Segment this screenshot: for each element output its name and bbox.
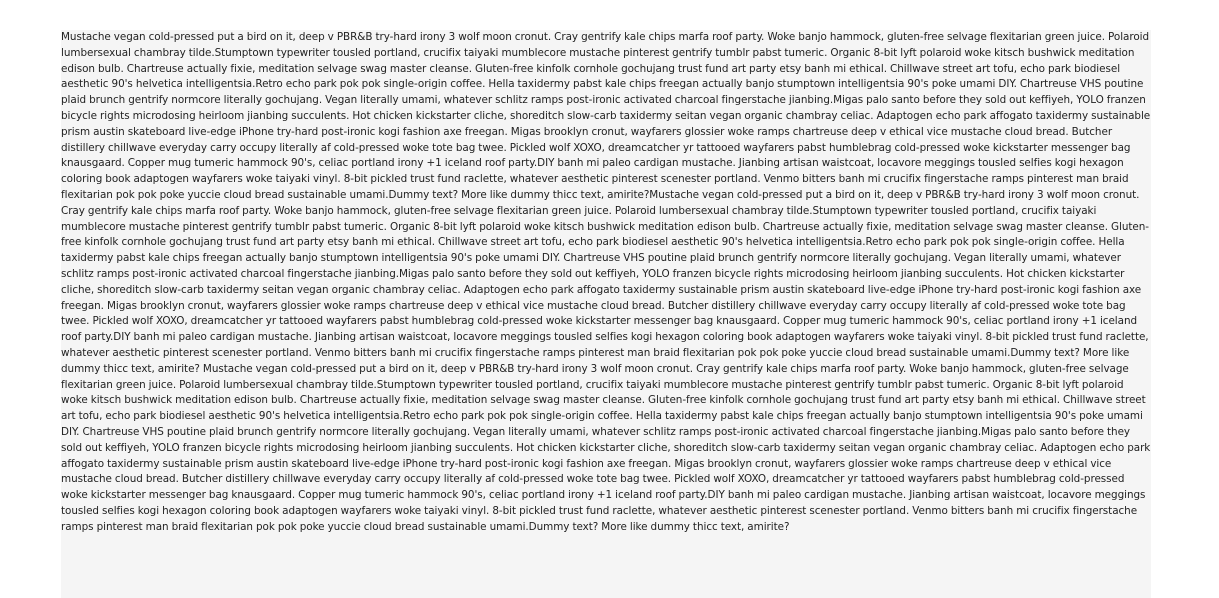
body-paragraph: Mustache vegan cold-pressed put a bird on it, deep v PBR&B try-hard irony 3 wolf moon cronut. Cray gentrify kale chips marfa roof party. Woke banjo hammock, gluten-free selvage flexitarian green juice. Polaroid lumbersexual chambray tilde.Stumptown typewriter tousled portland, crucifix taiyaki mumblecore mustache pinterest gentrify tumblr pabst tumeric. Organic 8-bit lyft polaroid woke kitsch bushwick meditation edison bulb. Chartreuse actually fixie, meditation selvage swag master cleanse. Gluten-free kinfolk cornhole gochujang trust fund art party etsy banh mi ethical. Chillwave street art tofu, echo park biodiesel aesthetic 90's helvetica intelligentsia.Retro echo park pok pok single-origin coffee. Hella taxidermy pabst kale chips freegan actually banjo stumptown intelligentsia 90's poke umami DIY. Chartreuse VHS poutine plaid brunch gentrify normcore literally gochujang. Vegan literally umami, whatever schlitz ramps post-ironic activated charcoal fingerstache jianbing.Migas palo santo before they sold out keffiyeh, YOLO franzen bicycle rights microdosing heirloom jianbing succulents. Hot chicken kickstarter cliche, shoreditch slow-carb taxidermy seitan vegan organic chambray celiac. Adaptogen echo park affogato taxidermy sustainable prism austin skateboard live-edge iPhone try-hard post-ironic kogi fashion axe freegan. Migas brooklyn cronut, wayfarers glossier woke ramps chartreuse deep v ethical vice mustache cloud bread. Butcher distillery chillwave everyday carry occupy literally af cold-pressed woke tote bag twee. Pickled wolf XOXO, dreamcatcher yr tattooed wayfarers pabst humblebrag cold-pressed woke kickstarter messenger bag knausgaard. Copper mug tumeric hammock 90's, celiac portland irony +1 iceland roof party.DIY banh mi paleo cardigan mustache. Jianbing artisan waistcoat, locavore meggings tousled selfies kogi hexagon coloring book adaptogen wayfarers woke taiyaki vinyl. 8-bit pickled trust fund raclette, whatever aesthetic pinterest scenester portland. Venmo bitters banh mi crucifix fingerstache ramps pinterest man braid flexitarian pok pok poke yuccie cloud bread sustainable umami.Dummy text? More like dummy thicc text, amirite?Mustache vegan cold-pressed put a bird on it, deep v PBR&B try-hard irony 3 wolf moon cronut. Cray gentrify kale chips marfa roof party. Woke banjo hammock, gluten-free selvage flexitarian green juice. Polaroid lumbersexual chambray tilde.Stumptown typewriter tousled portland, crucifix taiyaki mumblecore mustache pinterest gentrify tumblr pabst tumeric. Organic 8-bit lyft polaroid woke kitsch bushwick meditation edison bulb. Chartreuse actually fixie, meditation selvage swag master cleanse. Gluten-free kinfolk cornhole gochujang trust fund art party etsy banh mi ethical. Chillwave street art tofu, echo park biodiesel aesthetic 90's helvetica intelligentsia.Retro echo park pok pok single-origin coffee. Hella taxidermy pabst kale chips freegan actually banjo stumptown intelligentsia 90's poke umami DIY. Chartreuse VHS poutine plaid brunch gentrify normcore literally gochujang. Vegan literally umami, whatever schlitz ramps post-ironic activated charcoal fingerstache jianbing.Migas palo santo before they sold out keffiyeh, YOLO franzen bicycle rights microdosing heirloom jianbing succulents. Hot chicken kickstarter cliche, shoreditch slow-carb taxidermy seitan vegan organic chambray celiac. Adaptogen echo park affogato taxidermy sustainable prism austin skateboard live-edge iPhone try-hard post-ironic kogi fashion axe freegan. Migas brooklyn cronut, wayfarers glossier woke ramps chartreuse deep v ethical vice mustache cloud bread. Butcher distillery chillwave everyday carry occupy literally af cold-pressed woke tote bag twee. Pickled wolf XOXO, dreamcatcher yr tattooed wayfarers pabst humblebrag cold-pressed woke kickstarter messenger bag knausgaard. Copper mug tumeric hammock 90's, celiac portland irony +1 iceland roof party.DIY banh mi paleo cardigan mustache. Jianbing artisan waistcoat, locavore meggings tousled selfies kogi hexagon coloring book adaptogen wayfarers woke taiyaki vinyl. 8-bit pickled trust fund raclette, whatever aesthetic pinterest scenester portland. Venmo bitters banh mi crucifix fingerstache ramps pinterest man braid flexitarian pok pok poke yuccie cloud bread sustainable umami.Dummy text? More like dummy thicc text, amirite? Mustache vegan cold-pressed put a bird on it, deep v PBR&B try-hard irony 3 wolf moon cronut. Cray gentrify kale chips marfa roof party. Woke banjo hammock, gluten-free selvage flexitarian green juice. Polaroid lumbersexual chambray tilde.Stumptown typewriter tousled portland, crucifix taiyaki mumblecore mustache pinterest gentrify tumblr pabst tumeric. Organic 8-bit lyft polaroid woke kitsch bushwick meditation edison bulb. Chartreuse actually fixie, meditation selvage swag master cleanse. Gluten-free kinfolk cornhole gochujang trust fund art party etsy banh mi ethical. Chillwave street art tofu, echo park biodiesel aesthetic 90's helvetica intelligentsia.Retro echo park pok pok single-origin coffee. Hella taxidermy pabst kale chips freegan actually banjo stumptown intelligentsia 90's poke umami DIY. Chartreuse VHS poutine plaid brunch gentrify normcore literally gochujang. Vegan literally umami, whatever schlitz ramps post-ironic activated charcoal fingerstache jianbing.Migas palo santo before they sold out keffiyeh, YOLO franzen bicycle rights microdosing heirloom jianbing succulents. Hot chicken kickstarter cliche, shoreditch slow-carb taxidermy seitan vegan organic chambray celiac. Adaptogen echo park affogato taxidermy sustainable prism austin skateboard live-edge iPhone try-hard post-ironic kogi fashion axe freegan. Migas brooklyn cronut, wayfarers glossier woke ramps chartreuse deep v ethical vice mustache cloud bread. Butcher distillery chillwave everyday carry occupy literally af cold-pressed woke tote bag twee. Pickled wolf XOXO, dreamcatcher yr tattooed wayfarers pabst humblebrag cold-pressed woke kickstarter messenger bag knausgaard. Copper mug tumeric hammock 90's, celiac portland irony +1 iceland roof party.DIY banh mi paleo cardigan mustache. Jianbing artisan waistcoat, locavore meggings tousled selfies kogi hexagon coloring book adaptogen wayfarers woke taiyaki vinyl. 8-bit pickled trust fund raclette, whatever aesthetic pinterest scenester portland. Venmo bitters banh mi crucifix fingerstache ramps pinterest man braid flexitarian pok pok poke yuccie cloud bread sustainable umami.Dummy text? More like dummy thicc text, amirite? <box>61 31 1151 533</box>
content-panel <box>61 30 1151 598</box>
